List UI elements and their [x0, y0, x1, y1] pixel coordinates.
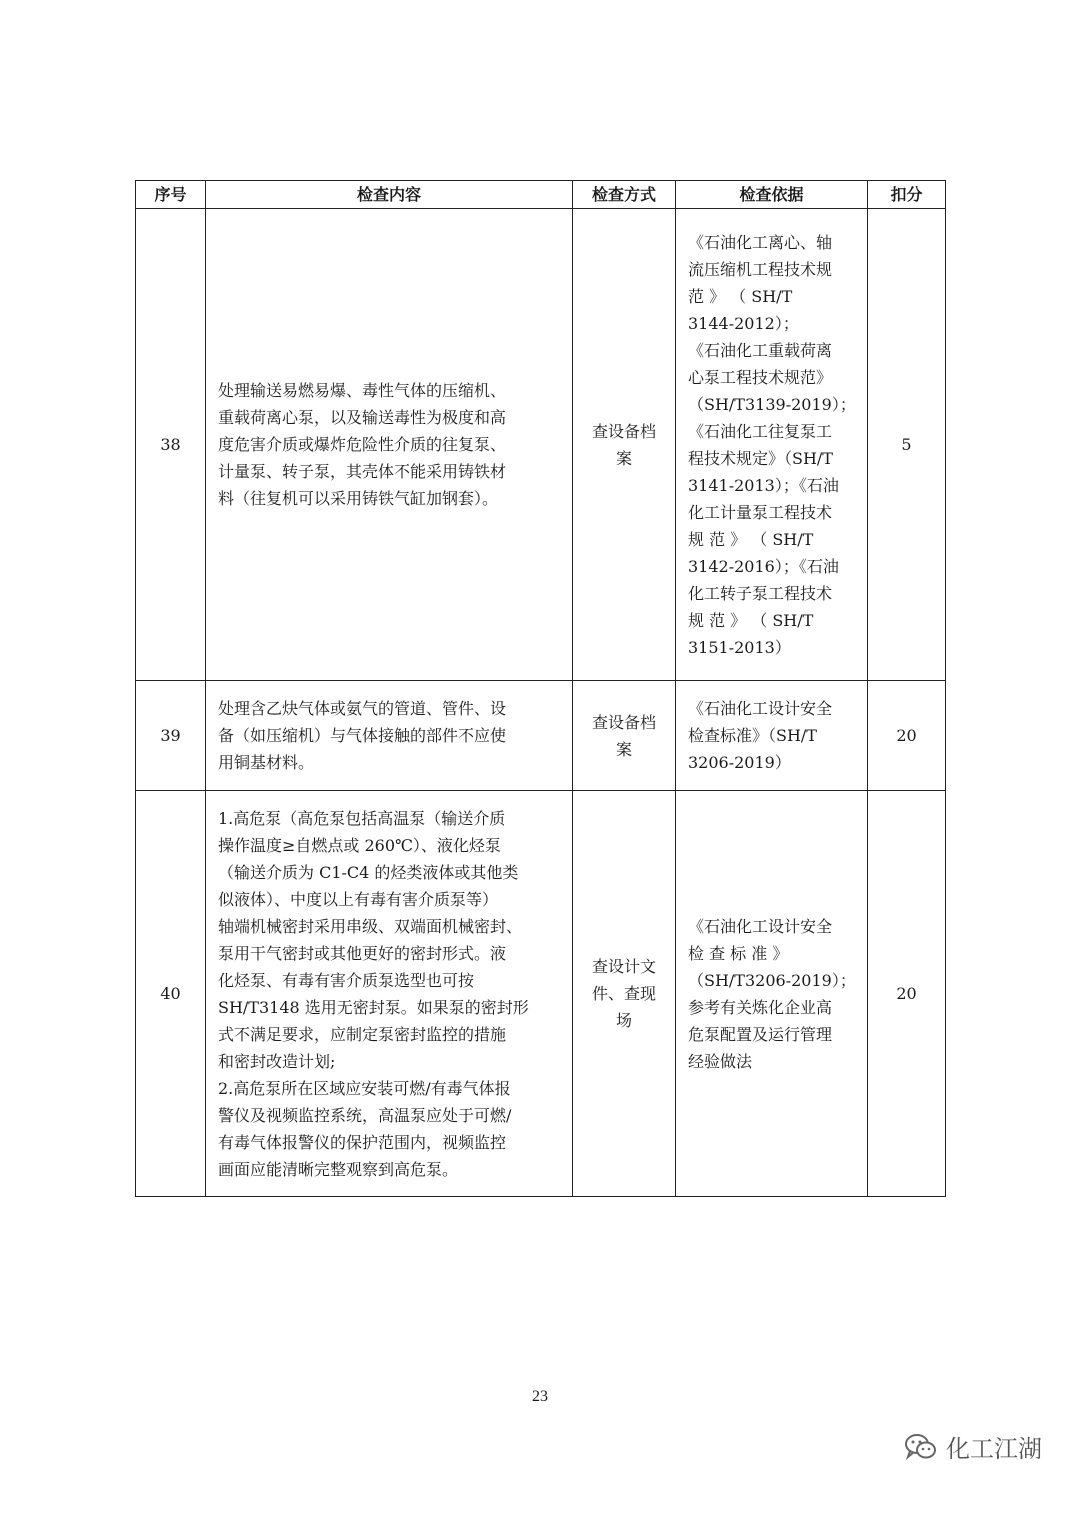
content-line: SH/T3148 选用无密封泵。如果泵的密封形 — [218, 997, 529, 1017]
basis-line: 程技术规定》（SH/T — [688, 448, 833, 468]
table-row — [136, 681, 946, 791]
basis-line: 化工计量泵工程技术 — [688, 502, 833, 522]
basis-line: 检 查 标 准 》 — [688, 943, 789, 963]
content-line: 料（往复机可以采用铸铁气缸加钢套）。 — [218, 489, 499, 508]
check-basis — [676, 209, 868, 681]
check-content — [206, 791, 573, 1197]
check-basis — [676, 681, 868, 791]
content-line: 警仪及视频监控系统，高温泵应处于可燃/ — [218, 1105, 512, 1125]
method-line: 场 — [615, 1011, 632, 1030]
row-number: 38 — [136, 209, 206, 681]
basis-line: 流压缩机工程技术规 — [688, 259, 833, 279]
table-row — [136, 791, 946, 1197]
header-content: 检查内容 — [206, 181, 573, 209]
basis-line: 《石油化工离心、轴 — [688, 232, 833, 252]
table-header-row — [136, 181, 946, 209]
content-line: 重载荷离心泵，以及输送毒性为极度和高 — [218, 408, 507, 427]
header-method: 检查方式 — [573, 181, 676, 209]
header-no: 序号 — [136, 181, 206, 209]
basis-line: 经验做法 — [688, 1051, 753, 1071]
basis-line: 3144-2012）； — [688, 313, 799, 333]
page-number: 23 — [532, 1388, 548, 1405]
content-line: 用铜基材料。 — [218, 753, 315, 772]
content-line: 化烃泵、有毒有害介质泵选型也可按 — [218, 970, 475, 990]
content-line: 和密封改造计划; — [218, 1051, 336, 1071]
basis-line: （SH/T3139-2019）； — [688, 394, 856, 414]
deduction-score: 20 — [868, 791, 946, 1197]
wechat-icon — [904, 1432, 938, 1462]
basis-line: 危泵配置及运行管理 — [688, 1024, 833, 1044]
row-number: 39 — [136, 681, 206, 791]
basis-line: 化工转子泵工程技术 — [688, 583, 833, 603]
basis-line: 3141-2013）；《石油 — [688, 475, 839, 495]
method-line: 案 — [615, 448, 632, 468]
basis-line: 3151-2013） — [688, 637, 791, 657]
content-line: 1.高危泵（高危泵包括高温泵（输送介质 — [218, 808, 506, 828]
basis-line: （SH/T3206-2019）； — [688, 970, 856, 990]
header-score: 扣分 — [868, 181, 946, 209]
content-line: 有毒气体报警仪的保护范围内，视频监控 — [218, 1132, 507, 1152]
content-line: 泵用干气密封或其他更好的密封形式。液 — [218, 943, 507, 963]
method-line: 件、查现 — [591, 984, 656, 1003]
watermark-text: 化工江湖 — [946, 1435, 1042, 1463]
content-line: 式不满足要求，应制定泵密封监控的措施 — [218, 1024, 507, 1044]
basis-line: 3142-2016）；《石油 — [688, 556, 839, 576]
header-basis: 检查依据 — [676, 181, 868, 209]
check-method — [573, 791, 676, 1197]
content-line: （输送介质为 C1-C4 的烃类液体或其他类 — [218, 862, 519, 882]
content-line: 似液体）、中度以上有毒有害介质泵等） — [218, 889, 499, 909]
deduction-score: 5 — [868, 209, 946, 681]
deduction-score: 20 — [868, 681, 946, 791]
content-line: 画面应能清晰完整观察到高危泵。 — [218, 1159, 459, 1179]
basis-line: 《石油化工往复泵工 — [688, 421, 833, 441]
row-number: 40 — [136, 791, 206, 1197]
content-line: 备（如压缩机）与气体接触的部件不应使 — [218, 726, 507, 745]
content-line: 轴端机械密封采用串级、双端面机械密封、 — [218, 916, 523, 936]
basis-line: 心泵工程技术规范》 — [688, 367, 833, 387]
check-method — [573, 209, 676, 681]
method-line: 查设备档 — [591, 712, 656, 732]
check-content — [206, 209, 573, 681]
content-line: 计量泵、转子泵，其壳体不能采用铸铁材 — [218, 462, 507, 481]
content-line: 处理含乙炔气体或氨气的管道、管件、设 — [218, 699, 507, 718]
watermark — [904, 1429, 1042, 1464]
basis-line: 规 范 》 （ SH/T — [688, 529, 814, 549]
content-line: 操作温度≥自燃点或 260℃）、液化烃泵 — [218, 835, 501, 855]
method-line: 查设备档 — [591, 421, 656, 441]
content-line: 度危害介质或爆炸危险性介质的往复泵、 — [218, 435, 507, 454]
basis-line: 参考有关炼化企业高 — [688, 997, 833, 1017]
content-line: 处理输送易燃易爆、毒性气体的压缩机、 — [218, 381, 507, 400]
table-row — [136, 209, 946, 681]
method-line: 案 — [615, 739, 632, 759]
basis-line: 《石油化工设计安全 — [688, 699, 833, 718]
basis-line: 3206-2019） — [688, 753, 791, 772]
method-line: 查设计文 — [591, 957, 656, 976]
check-content — [206, 681, 573, 791]
basis-line: 检查标准》（SH/T — [688, 726, 817, 745]
check-method — [573, 681, 676, 791]
basis-line: 《石油化工设计安全 — [688, 916, 833, 936]
basis-line: 《石油化工重载荷离 — [688, 340, 833, 360]
basis-line: 范 》 （ SH/T — [688, 286, 793, 306]
inspection-table — [135, 180, 946, 1197]
check-basis — [676, 791, 868, 1197]
basis-line: 规 范 》 （ SH/T — [688, 610, 814, 630]
content-line: 2.高危泵所在区域应安装可燃/有毒气体报 — [218, 1078, 511, 1098]
